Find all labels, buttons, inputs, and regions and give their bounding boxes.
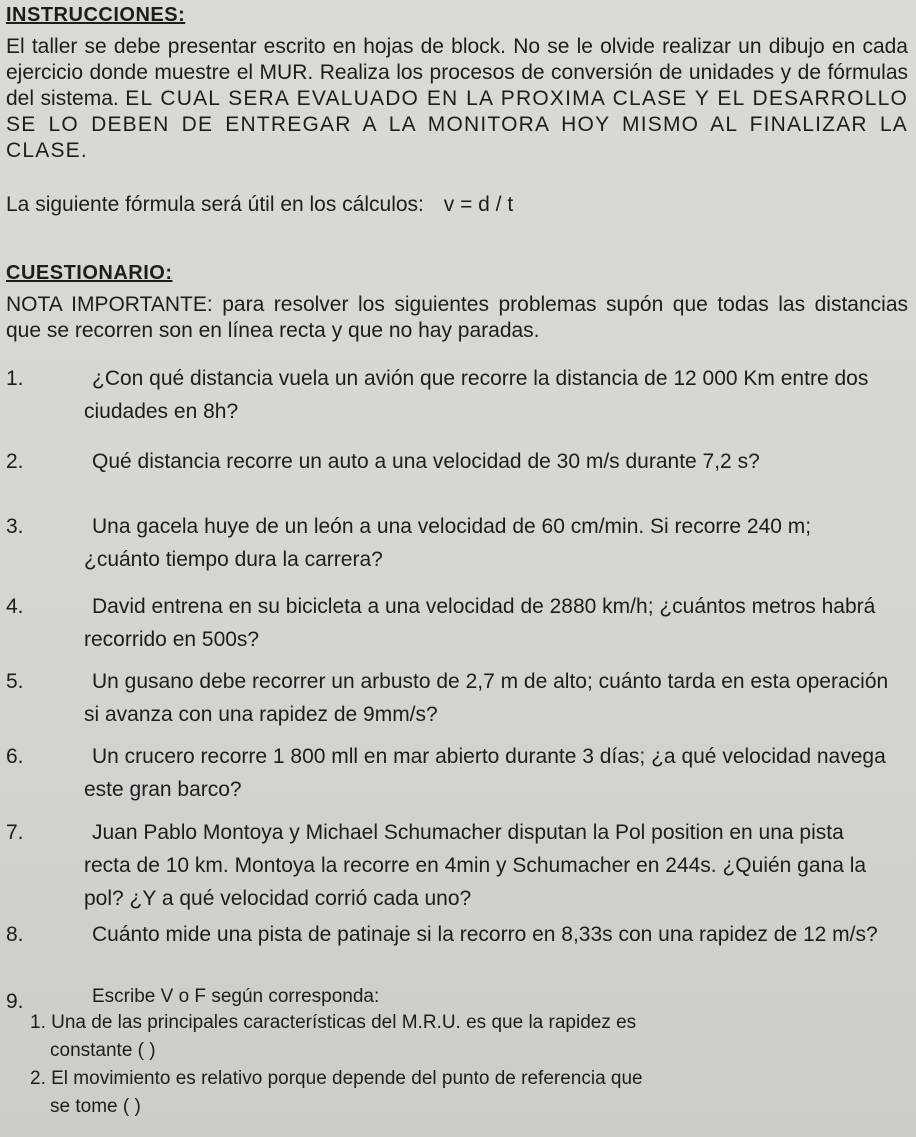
question-number: 5. <box>6 670 24 693</box>
instructions-emphasis: EL CUAL SERA EVALUADO EN LA PROXIMA CLASE Y EL DESARROLLO SE LO DEBEN DE ENTREGAR A LA MONITORA HOY MISMO AL FINALIZAR LA CLASE. <box>6 87 908 162</box>
question-text: ¿Con qué distancia vuela un avión que recorre la distancia de 12 000 Km entre dos <box>92 367 869 390</box>
important-note: NOTA IMPORTANTE: para resolver los siguientes problemas supón que todas las distancias que se recorren son en línea recta y que no hay paradas. <box>6 293 908 342</box>
question-text: Cuánto mide una pista de patinaje si la recorro en 8,33s con una rapidez de 12 m/s? <box>92 923 878 946</box>
instructions-title: INSTRUCCIONES: <box>6 4 186 26</box>
question-2 <box>6 445 910 478</box>
question-4 <box>6 590 910 656</box>
question-number: 1. <box>6 367 24 390</box>
question-text-cont: recorrido en 500s? <box>84 628 260 651</box>
question-number: 7. <box>6 821 24 844</box>
vf-item-text: 2. El movimiento es relativo porque depende del punto de referencia que <box>30 1068 643 1089</box>
vf-item-text: 1. Una de las principales características del M.R.U. es que la rapidez es <box>30 1012 637 1033</box>
question-text: Una gacela huye de un león a una velocidad de 60 cm/min. Si recorre 240 m; <box>92 515 812 538</box>
question-number: 9. <box>6 990 24 1013</box>
question-text-cont: este gran barco? <box>84 778 242 801</box>
questionnaire-title-wrap <box>6 262 908 285</box>
formula-label: La siguiente fórmula será útil en los cálculos: <box>6 193 424 216</box>
formula-line <box>6 192 908 218</box>
question-7 <box>6 816 910 915</box>
instructions-text: El taller se debe presentar escrito en hojas de block. No se le olvide realizar un dibujo en cada ejercicio donde muestre el MUR. Realiza los procesos de conversión de unidades y de fórmulas del sistema. <box>6 35 908 110</box>
question-8 <box>6 918 910 951</box>
question-9-true-false <box>6 985 910 1121</box>
question-text: David entrena en su bicicleta a una velocidad de 2880 km/h; ¿cuántos metros habrá <box>92 595 876 618</box>
question-text: Juan Pablo Montoya y Michael Schumacher disputan la Pol position en una pista <box>92 821 844 844</box>
instructions-paragraph <box>6 34 908 164</box>
question-text-cont: recta de 10 km. Montoya la recorre en 4min y Schumacher en 244s. ¿Quién gana la <box>84 854 867 877</box>
vf-title: Escribe V o F según corresponda: <box>92 986 380 1007</box>
vf-item-1 <box>30 1009 910 1065</box>
question-6 <box>6 740 910 806</box>
question-number: 3. <box>6 515 24 538</box>
question-text: Qué distancia recorre un auto a una velocidad de 30 m/s durante 7,2 s? <box>92 450 760 473</box>
question-number: 4. <box>6 595 24 618</box>
question-number: 2. <box>6 450 24 473</box>
question-5 <box>6 665 910 731</box>
question-text-cont: ¿cuánto tiempo dura la carrera? <box>84 548 383 571</box>
formula-expression: v = d / t <box>443 193 514 216</box>
instructions-section <box>6 4 908 27</box>
question-number: 8. <box>6 923 24 946</box>
questionnaire-title: CUESTIONARIO: <box>6 262 173 284</box>
vf-item-2 <box>30 1065 910 1121</box>
vf-item-answer-slot: se tome ( ) <box>50 1096 141 1117</box>
vf-item-answer-slot: constante ( ) <box>50 1040 156 1061</box>
question-text: Un gusano debe recorrer un arbusto de 2,7 m de alto; cuánto tarda en esta operación <box>92 670 889 693</box>
question-number: 6. <box>6 745 24 768</box>
question-text-cont: pol? ¿Y a qué velocidad corrió cada uno? <box>84 887 472 910</box>
question-text-cont: ciudades en 8h? <box>84 400 239 423</box>
question-text-cont: si avanza con una rapidez de 9mm/s? <box>84 703 438 726</box>
question-3 <box>6 510 910 576</box>
question-text: Un crucero recorre 1 800 mll en mar abierto durante 3 días; ¿a qué velocidad navega <box>92 745 886 768</box>
question-1 <box>6 362 910 428</box>
